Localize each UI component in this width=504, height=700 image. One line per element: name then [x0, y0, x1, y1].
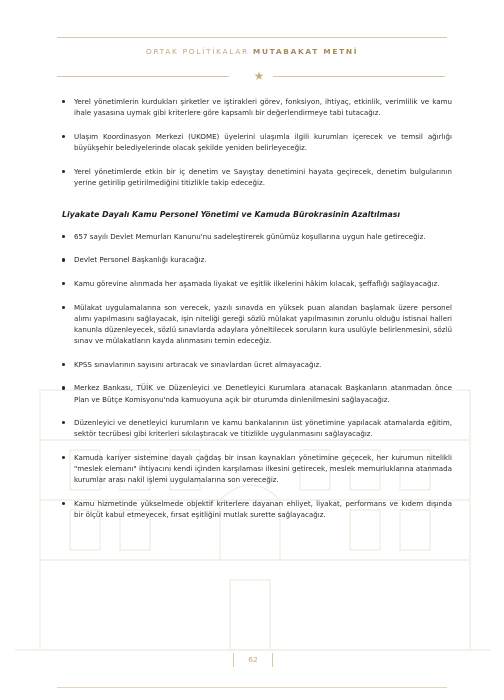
- list-item: Yerel yönetimlerde etkin bir iç denetim ve Sayıştay denetimini hayata geçirecek, denetim bulgularının yerine getirilip getirilmediğini titizlikle takip edeceğiz.: [62, 166, 452, 188]
- page-number: 62: [233, 653, 273, 667]
- section-heading: Liyakate Dayalı Kamu Personel Yönetimi ve Kamuda Bürokrasinin Azaltılması: [62, 209, 401, 219]
- crescent-star-icon: [233, 64, 271, 88]
- list-item: 657 sayılı Devlet Memurları Kanunu'nu sadeleştirerek günümüz koşullarına uygun hale getireceğiz.: [62, 231, 452, 242]
- list-item: Kamu hizmetinde yükselmede objektif kriterlere dayanan ehliyet, liyakat, performans ve kıdem dışında bir ölçüt kabul etmeyecek, fırsat eşitliğini mutlak surette sağlayacağız.: [62, 498, 452, 520]
- list-item: KPSS sınavlarının sayısını artıracak ve sınavlardan ücret almayacağız.: [62, 359, 452, 370]
- list-item: Mülakat uygulamalarına son verecek, yazılı sınavda en yüksek puan alandan başlamak üzere personel alımı yapılmasını sağlayacak, işin niteliği gereği sözlü mülakat yapılmasının zorunlu olduğu istisnai halleri kanunla düzenleyecek, sözlü sınavlarda adaylara yöneltilecek soruların kura usulüyle belirlenmesini, sözlü sınav ve mülakatların kayda alınmasını temin edeceğiz.: [62, 302, 452, 346]
- list-item: Kamuda kariyer sistemine dayalı çağdaş bir insan kaynakları yönetimine geçecek, her kurumun nitelikli "meslek elemanı" ihtiyacını kendi içinden karşılaması ilkesini getirecek, meslek memurluklarına atanmada kurumlar arası nakil işlemi uygulamalarına son vereceğiz.: [62, 452, 452, 485]
- list-item: Ulaşım Koordinasyon Merkezi (UKOME) üyelerini ulaşımla ilgili kurumları içerecek ve temsil ağırlığı büyükşehir belediyelerinde olacak şekilde yeniden belirleyeceğiz.: [62, 131, 452, 153]
- header-rule-left: [57, 76, 229, 77]
- header-title-light: ORTAK POLİTİKALAR: [145, 47, 249, 56]
- list-item: Merkez Bankası, TÜİK ve Düzenleyici ve Denetleyici Kurumlara atanacak Başkanların atanmadan önce Plan ve Bütçe Komisyonu'nda kamuoyuna açık bir oturumda dinlenilmesini sağlayacağız.: [62, 382, 452, 404]
- footer-rule: [57, 687, 447, 688]
- main-content: [62, 96, 452, 533]
- header-title: [0, 47, 504, 56]
- header-title-strong: MUTABAKAT METNİ: [252, 47, 359, 56]
- list-item: Devlet Personel Başkanlığı kuracağız.: [62, 254, 452, 265]
- header-top-rule: [57, 37, 447, 38]
- list-item: Kamu görevine alınmada her aşamada liyakat ve eşitlik ilkelerini hâkim kılacak, şeffaflığı sağlayacağız.: [62, 278, 452, 289]
- bullet-list-section: [62, 231, 452, 520]
- header-rule-right: [273, 76, 445, 77]
- list-item: Yerel yönetimlerin kurdukları şirketler ve iştirakleri görev, fonksiyon, ihtiyaç, etkinlik, verimlilik ve kamu ihale yasasına uymak gibi kriterlere göre kapsamlı bir değerlendirmeye tabi tutacağız.: [62, 96, 452, 118]
- bullet-list-top: [62, 96, 452, 188]
- list-item: Düzenleyici ve denetleyici kurumların ve kamu bankalarının üst yönetimine yapılacak atamalarda eğitim, sektör tecrübesi gibi kriterleri sıkılaştıracak ve titizlikle uygulanmasını sağlayacağız.: [62, 417, 452, 439]
